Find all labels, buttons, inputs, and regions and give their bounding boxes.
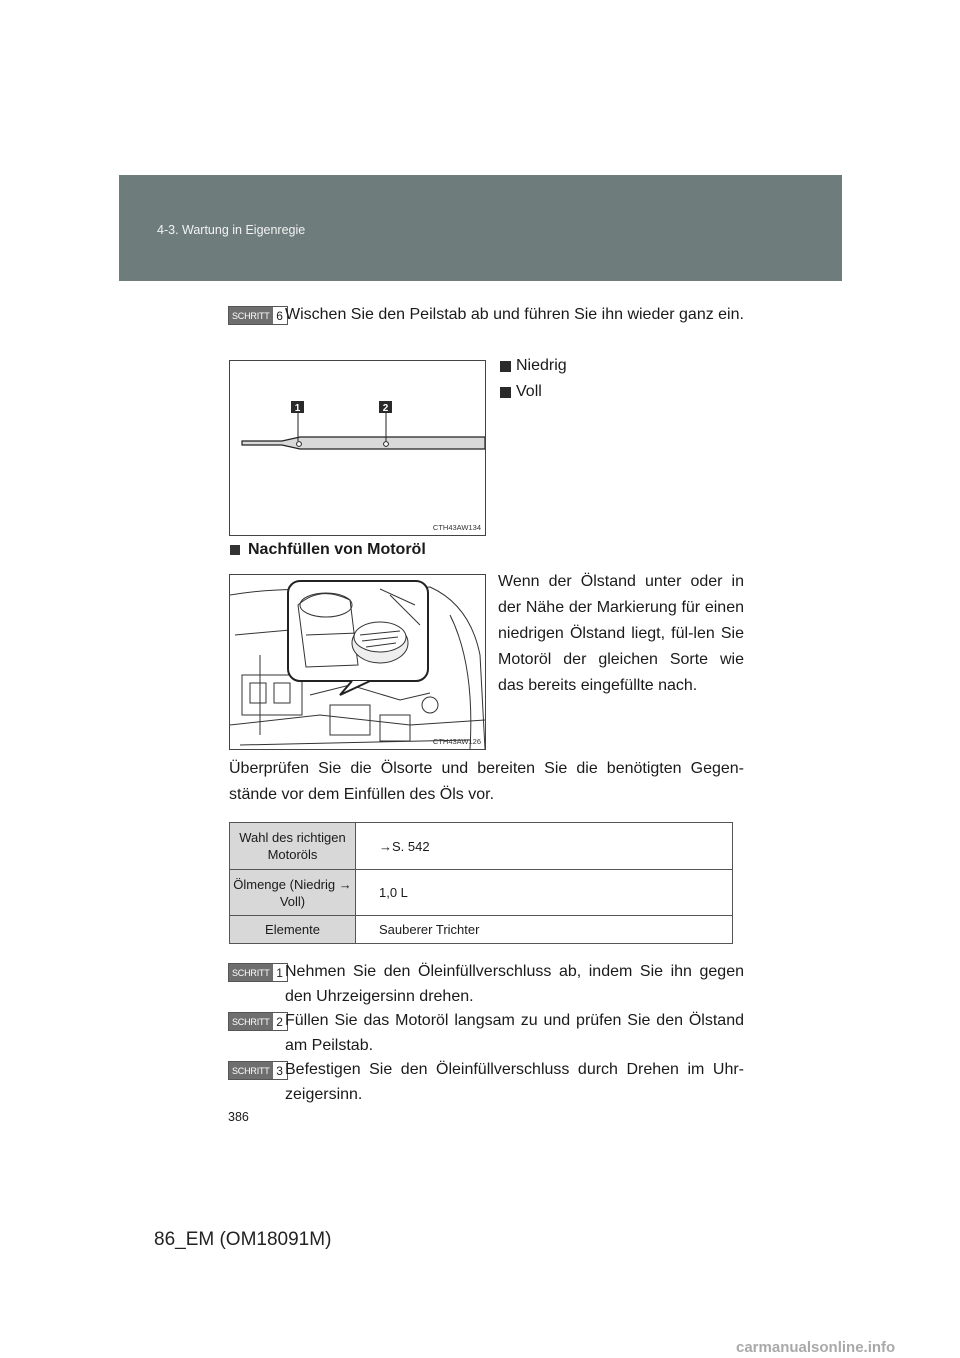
page-number: 386 (228, 1110, 249, 1124)
legend-label: Niedrig (516, 357, 567, 374)
step-6-badge (228, 306, 288, 325)
table-row (230, 916, 733, 944)
dipstick-illustration (230, 361, 485, 535)
step-number: 2 (276, 1014, 283, 1029)
step-2-badge (228, 1012, 288, 1031)
oil-filler-figure (229, 574, 486, 750)
chapter-title: 4-3. Wartung in Eigenregie (157, 223, 306, 237)
section-heading-text: Nachfüllen von Motoröl (248, 541, 426, 558)
step-number: 3 (276, 1063, 283, 1078)
step-2-text: Füllen Sie das Motoröl langsam zu und prüfen Sie den Ölstand am Peilstab. (285, 1012, 744, 1054)
engine-bay-illustration (230, 575, 485, 749)
refill-intro: Überprüfen Sie die Ölsorte und bereiten Sie die benötigten Gegen-stände vor dem Einfüllen des Öls vor. (229, 760, 744, 803)
dipstick-figure (229, 360, 486, 536)
legend-item-low (500, 356, 567, 376)
table-value: 1,0 L (356, 870, 733, 916)
table-value: Sauberer Trichter (356, 916, 733, 944)
figure-code: CTH43AW134 (432, 523, 481, 532)
step-1-text: Nehmen Sie den Öleinfüllverschluss ab, indem Sie ihn gegen den Uhrzeigersinn drehen. (285, 963, 744, 1005)
step-1-badge (228, 963, 288, 982)
step-word: SCHRITT (229, 964, 273, 981)
marker-1-label: 1 (294, 403, 301, 414)
section-heading (230, 541, 426, 559)
table-value: →S. 542 (356, 823, 733, 870)
legend-item-full (500, 382, 542, 402)
square-bullet-icon (230, 545, 240, 555)
step-3-badge (228, 1061, 288, 1080)
table-row (230, 870, 733, 916)
step-number: 1 (276, 965, 283, 980)
step-word: SCHRITT (229, 1062, 273, 1079)
refill-description: Wenn der Ölstand unter oder in der Nähe der Markierung für einen niedrigen Ölstand liegt, fül-len Sie Motoröl der gleichen Sorte wie das bereits eingefüllte nach. (498, 573, 744, 694)
table-row (230, 823, 733, 870)
marker-2-icon (500, 387, 511, 398)
marker-1-icon (500, 361, 511, 372)
manual-code-footer: 86_EM (OM18091M) (154, 1229, 332, 1250)
figure-code: CTH43AW126 (432, 737, 481, 746)
table-key: Wahl des richtigen Motoröls (230, 823, 356, 870)
watermark: carmanualsonline.info (736, 1339, 896, 1356)
table-key: Ölmenge (Niedrig → Voll) (230, 870, 356, 916)
step-word: SCHRITT (229, 1013, 273, 1030)
table-key: Elemente (230, 916, 356, 944)
oil-spec-table (229, 822, 733, 944)
marker-2-label: 2 (382, 403, 389, 414)
step-number: 6 (276, 308, 283, 323)
legend-label: Voll (516, 383, 542, 400)
chapter-header (119, 175, 842, 281)
step-word: SCHRITT (229, 307, 273, 324)
step-3-text: Befestigen Sie den Öleinfüllverschluss durch Drehen im Uhr-zeigersinn. (285, 1061, 744, 1103)
step-6-text: Wischen Sie den Peilstab ab und führen Sie ihn wieder ganz ein. (285, 306, 744, 323)
